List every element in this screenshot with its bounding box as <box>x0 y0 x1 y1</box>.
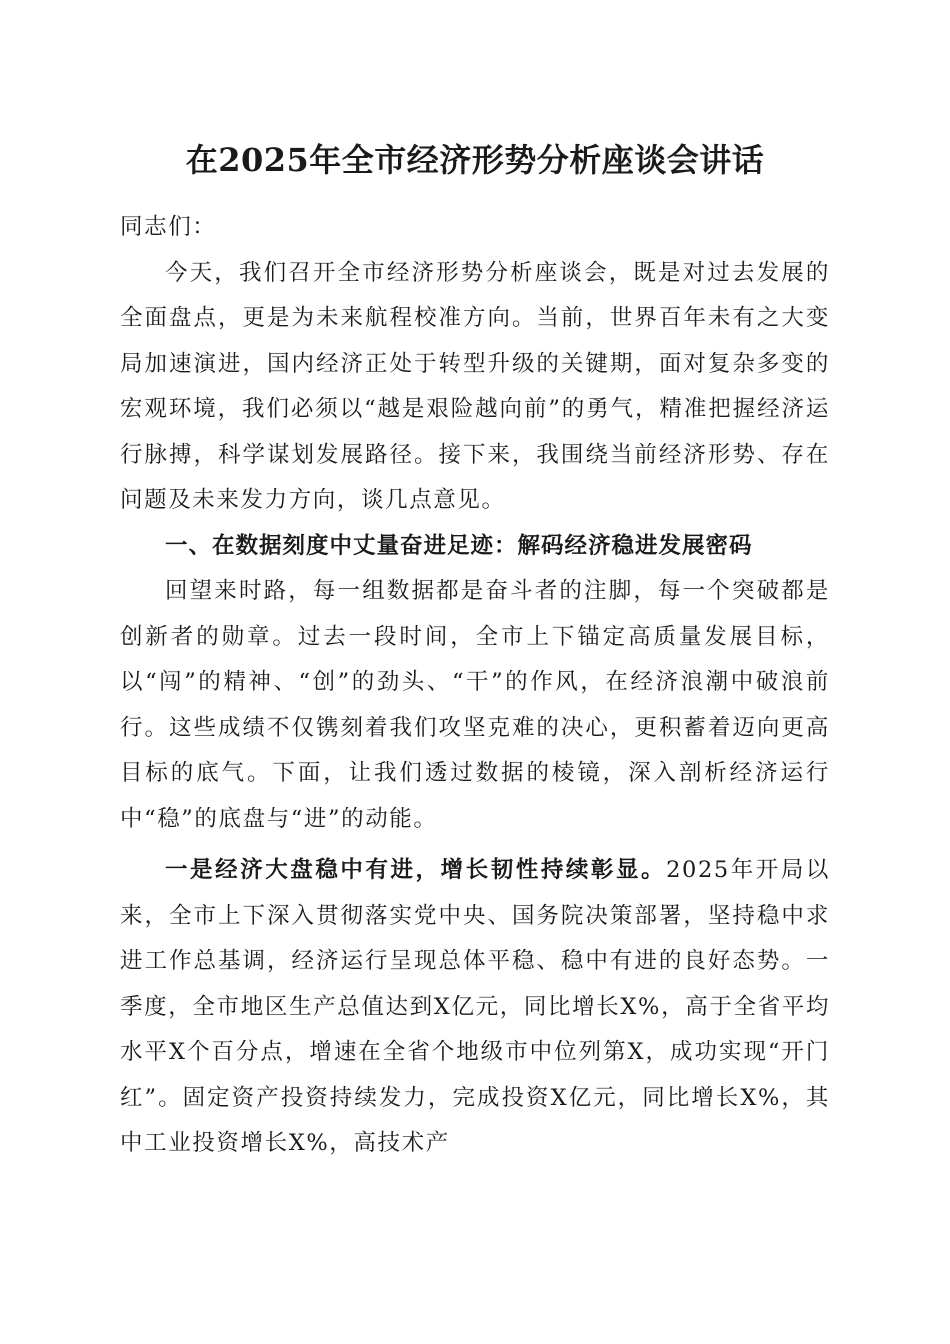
point-body: 2025年开局以来，全市上下深入贯彻落实党中央、国务院决策部署，坚持稳中求进工作总基调，经济运行呈现总体平稳、稳中有进的良好态势。一季度，全市地区生产总值达到X亿元，同比增长X%，高于全省平均水平X个百分点，增速在全省个地级市中位列第X，成功实现“开门红”。固定资产投资持续发力，完成投资X亿元，同比增长X%，其中工业投资增长X%，高技术产 <box>120 857 830 1156</box>
document-title: 在2025年全市经济形势分析座谈会讲话 <box>185 141 765 179</box>
intro-paragraph: 今天，我们召开全市经济形势分析座谈会，既是对过去发展的全面盘点，更是为未来航程校准方向。当前，世界百年未有之大变局加速演进，国内经济正处于转型升级的关键期，面对复杂多变的宏观环境，我们必须以“越是艰险越向前”的勇气，精准把握经济运行脉搏，科学谋划发展路径。接下来，我围绕当前经济形势、存在问题及未来发力方向，谈几点意见。 <box>120 259 830 513</box>
section-paragraph: 回望来时路，每一组数据都是奋斗者的注脚，每一个突破都是创新者的勋章。过去一段时间，全市上下锚定高质量发展目标，以“闯”的精神、“创”的劲头、“干”的作风，在经济浪潮中破浪前行。这些成绩不仅镌刻着我们攻坚克难的决心，更积蓄着迈向更高目标的底气。下面，让我们透过数据的棱镜，深入剖析经济运行中“稳”的底盘与“进”的动能。 <box>120 578 830 832</box>
point-lead: 一是经济大盘稳中有进，增长韧性持续彰显。 <box>165 857 667 883</box>
document-body <box>120 205 830 1167</box>
section-heading: 一、在数据刻度中丈量奋进足迹：解码经济稳进发展密码 <box>165 532 753 559</box>
point-paragraph <box>120 848 830 1167</box>
salutation: 同志们： <box>120 214 217 240</box>
